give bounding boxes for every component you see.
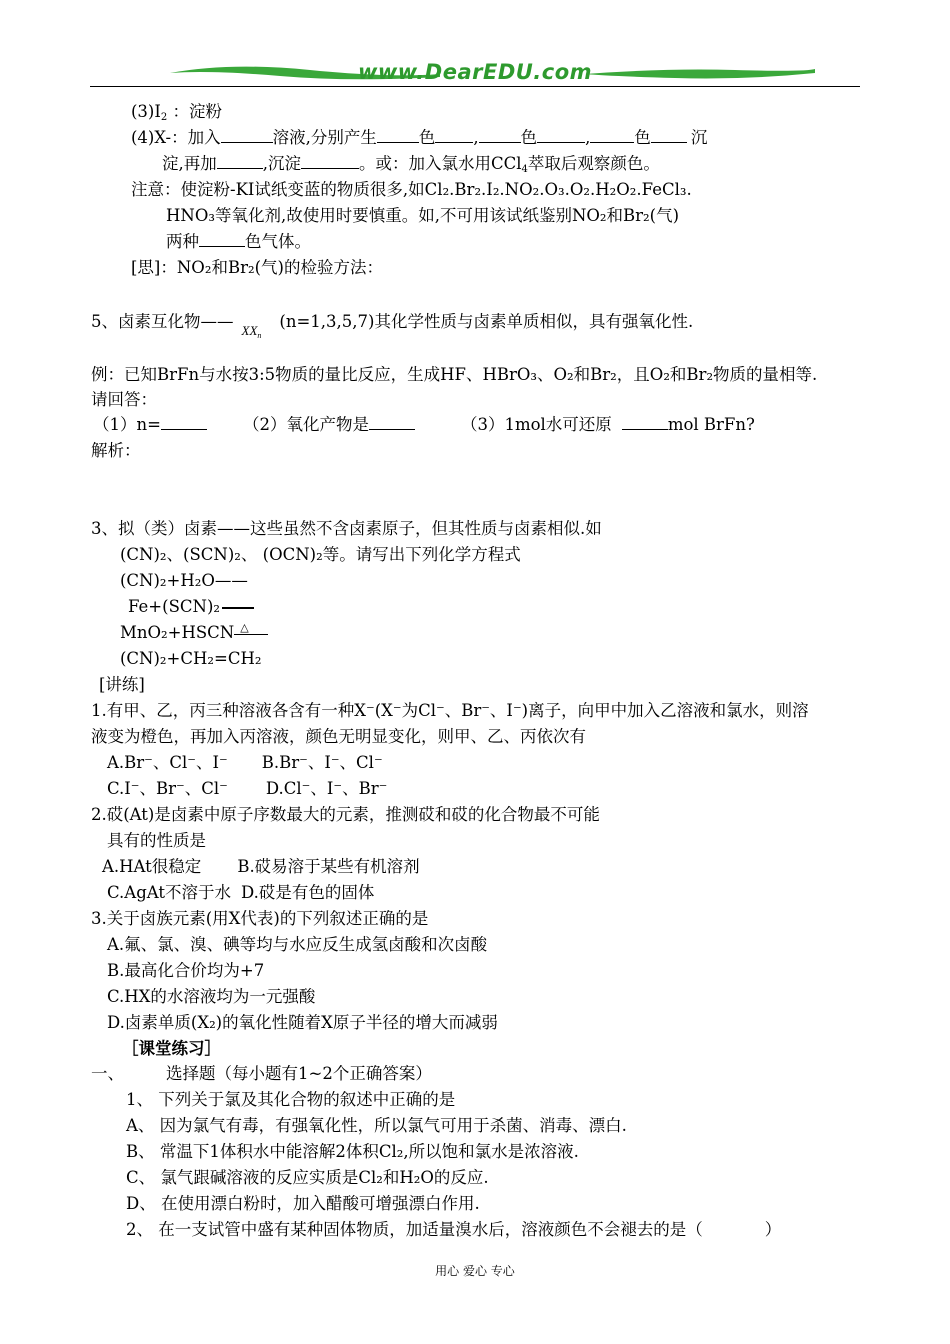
equation-cn-ethylene: (CN)₂+CH₂=CH₂ <box>120 649 262 668</box>
question-1-options-cd: C.I⁻、Br⁻、Cl⁻ D.Cl⁻、I⁻、Br⁻ <box>107 779 388 798</box>
question-1: 1.有甲、乙，丙三种溶液各含有一种X⁻(X⁻为Cl⁻、Br⁻、I⁻)离子，向甲中加入乙溶液和氯水，则溶 <box>91 701 809 720</box>
section-multiple-choice: 一、 选择题（每小题有1~2个正确答案） <box>91 1064 432 1083</box>
line-pseudohalogen: 3、拟（类）卤素——这些虽然不含卤素原子，但其性质与卤素相似.如 <box>91 519 602 538</box>
line-think: [思]：NO₂和Br₂(气)的检验方法： <box>131 258 383 277</box>
practice-q1-option-d: D、 在使用漂白粉时，加入醋酸可增强漂白作用. <box>126 1194 480 1213</box>
line-questions: （1）n= （2）氧化产物是 （3）1mol水可还原 mol BrFn? <box>93 415 755 434</box>
page-header <box>90 58 860 98</box>
equation-fe-scn: Fe+(SCN)₂ <box>128 595 254 619</box>
heat-arrow: △ <box>234 626 268 642</box>
line-pseudohalogen-2: (CN)₂、(SCN)₂、 (OCN)₂等。请写出下列化学方程式 <box>120 545 521 564</box>
line-interhalogen: 5、卤素互化物—— $XX_n(n=1,3,5,7)$其化学性质与卤素单质相似，具有强氧化性. <box>91 310 693 348</box>
practice-q1-option-c: C、 氯气跟碱溶液的反应实质是Cl₂和H₂O的反应. <box>126 1168 489 1187</box>
section-lecture-practice: [讲练] <box>99 675 145 694</box>
line-please-answer: 请回答： <box>91 390 157 409</box>
question-3-option-c: C.HX的水溶液均为一元强酸 <box>107 987 316 1006</box>
line-i2-starch: $(3)I_2$ ：淀粉 <box>131 102 223 123</box>
line-example: 例：已知BrFn与水按3:5物质的量比反应，生成HF、HBrO₃、O₂和Br₂，且O₂和Br₂物质的量相等. <box>91 365 818 384</box>
site-logo-text: www.DearEDU.com <box>357 60 593 84</box>
line-note-2: HNO₃等氧化剂,故使用时要慎重。如,不可用该试纸鉴别NO₂和Br₂(气) <box>166 206 680 225</box>
question-3: 3.关于卤族元素(用X代表)的下列叙述正确的是 <box>91 909 429 928</box>
header-rule <box>90 86 860 87</box>
question-1-cont: 液变为橙色，再加入丙溶液，颜色无明显变化，则甲、乙、丙依次有 <box>91 727 586 746</box>
line-precipitate: 淀,再加 ,沉淀 。或：加入氯水用CCl$_4$萃取后观察颜色。 <box>162 154 660 175</box>
equation-mno2-hscn: MnO₂+HSCN △ <box>120 621 268 645</box>
question-3-option-b: B.最高化合价均为+7 <box>107 961 265 980</box>
equation-cn-h2o: (CN)₂+H₂O—— <box>120 571 248 590</box>
question-2-options-ab: A.HAt很稳定 B.砹易溶于某些有机溶剂 <box>102 857 420 876</box>
question-1-options-ab: A.Br⁻、Cl⁻、I⁻ B.Br⁻、I⁻、Cl⁻ <box>107 753 383 772</box>
question-3-option-d: D.卤素单质(X₂)的氧化性随着X原子半径的增大而减弱 <box>107 1013 498 1032</box>
practice-question-2: 2、 在一支试管中盛有某种固体物质，加适量溴水后，溶液颜色不会褪去的是（ ） <box>126 1220 782 1239</box>
section-classroom-practice: ［课堂练习］ <box>122 1039 221 1058</box>
line-analysis: 解析： <box>91 441 141 460</box>
question-3-option-a: A.氟、氯、溴、碘等均与水应反生成氢卤酸和次卤酸 <box>107 935 488 954</box>
question-2-options-cd: C.AgAt不溶于水 D.砹是有色的固体 <box>107 883 375 902</box>
practice-q1-option-b: B、 常温下1体积水中能溶解2体积Cl₂,所以饱和氯水是浓溶液. <box>126 1142 579 1161</box>
question-2-cont: 具有的性质是 <box>107 831 206 850</box>
question-2: 2.砹(At)是卤素中原子序数最大的元素，推测砹和砹的化合物最不可能 <box>91 805 600 824</box>
formula-xxn: $XX_n$ <box>241 323 262 340</box>
line-x-test: (4)X-：加入 溶液,分别产生 色 , 色 , 色 沉 <box>131 128 708 147</box>
line-note-3: 两种 色气体。 <box>166 232 311 251</box>
line-note: 注意：使淀粉-KI试纸变蓝的物质很多,如Cl₂.Br₂.I₂.NO₂.O₃.O₂.H₂O₂.FeCl₃. <box>131 180 692 199</box>
practice-question-1: 1、 下列关于氯及其化合物的叙述中正确的是 <box>126 1090 456 1109</box>
practice-q1-option-a: A、 因为氯气有毒，有强氧化性，所以氯气可用于杀菌、消毒、漂白. <box>126 1116 627 1135</box>
page-footer: 用心 爱心 专心 <box>435 1264 515 1278</box>
